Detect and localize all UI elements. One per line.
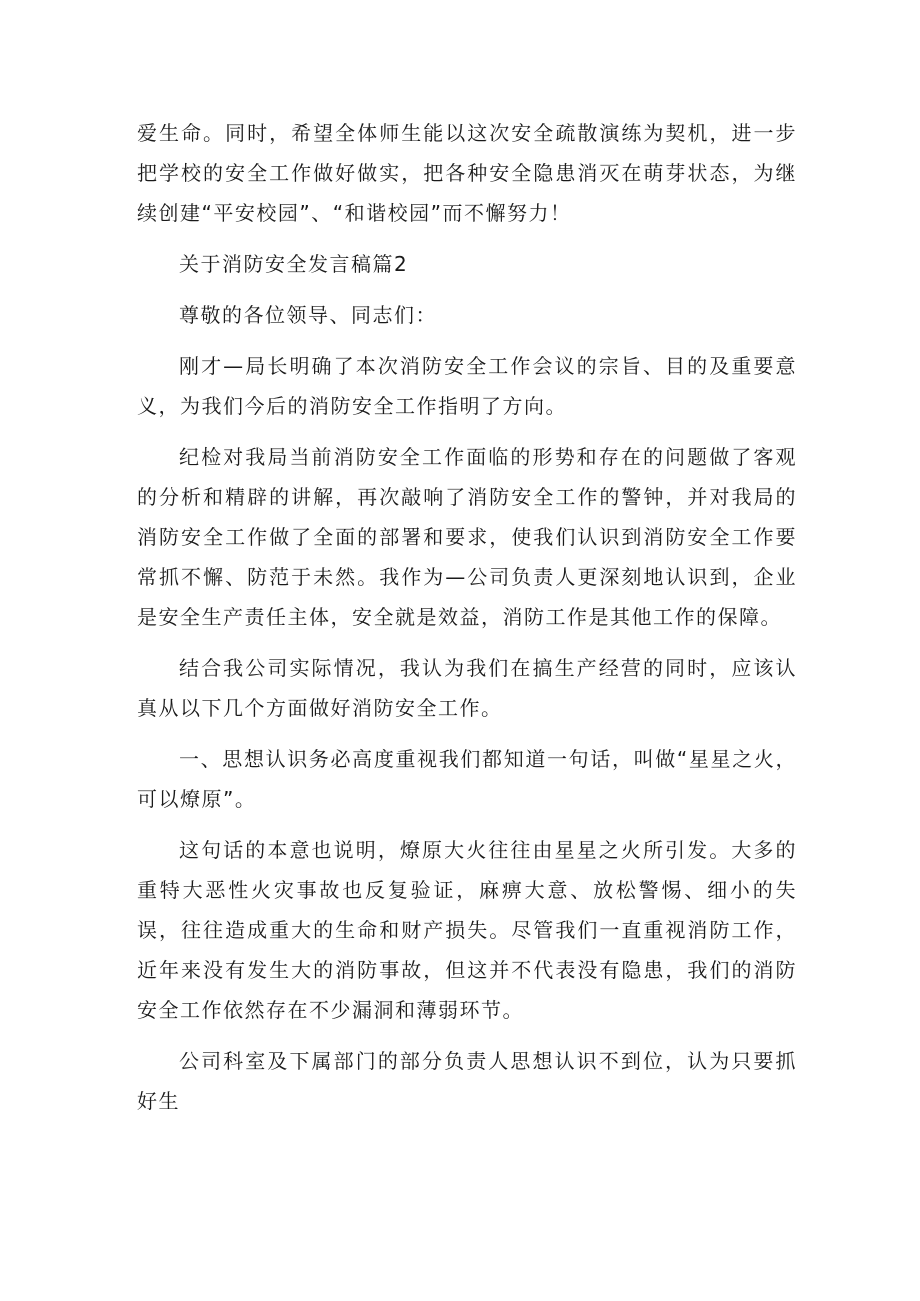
section-heading: 关于消防安全发言稿篇2 bbox=[179, 252, 409, 276]
paragraph: 一、思想认识务必高度重视我们都知道一句话，叫做“星星之火，可以燎原”。 bbox=[137, 747, 797, 811]
salutation: 尊敬的各位领导、同志们： bbox=[179, 303, 437, 327]
paragraph: 刚才—局长明确了本次消防安全工作会议的宗旨、目的及重要意义，为我们今后的消防安全工作指明了方向。 bbox=[137, 354, 797, 418]
document-body bbox=[137, 113, 797, 1132]
paragraph: 公司科室及下属部门的部分负责人思想认识不到位，认为只要抓好生 bbox=[137, 1049, 797, 1113]
paragraph-continuation: 爱生命。同时，希望全体师生能以这次安全疏散演练为契机，进一步把学校的安全工作做好做实，把各种安全隐患消灭在萌芽状态，为继续创建“平安校园”、“和谐校园”而不懈努力！ bbox=[137, 121, 797, 225]
paragraph: 结合我公司实际情况，我认为我们在搞生产经营的同时，应该认真从以下几个方面做好消防安全工作。 bbox=[137, 656, 797, 720]
paragraph: 这句话的本意也说明，燎原大火往往由星星之火所引发。大多的重特大恶性火灾事故也反复验证，麻痹大意、放松警惕、细小的失误，往往造成重大的生命和财产损失。尽管我们一直重视消防工作，近年来没有发生大的消防事故，但这并不代表没有隐患，我们的消防安全工作依然存在不少漏洞和薄弱环节。 bbox=[137, 838, 797, 1022]
paragraph: 纪检对我局当前消防安全工作面临的形势和存在的问题做了客观的分析和精辟的讲解，再次敲响了消防安全工作的警钟，并对我局的消防安全工作做了全面的部署和要求，使我们认识到消防安全工作要常抓不懈、防范于未然。我作为—公司负责人更深刻地认识到，企业是安全生产责任主体，安全就是效益，消防工作是其他工作的保障。 bbox=[137, 445, 797, 629]
